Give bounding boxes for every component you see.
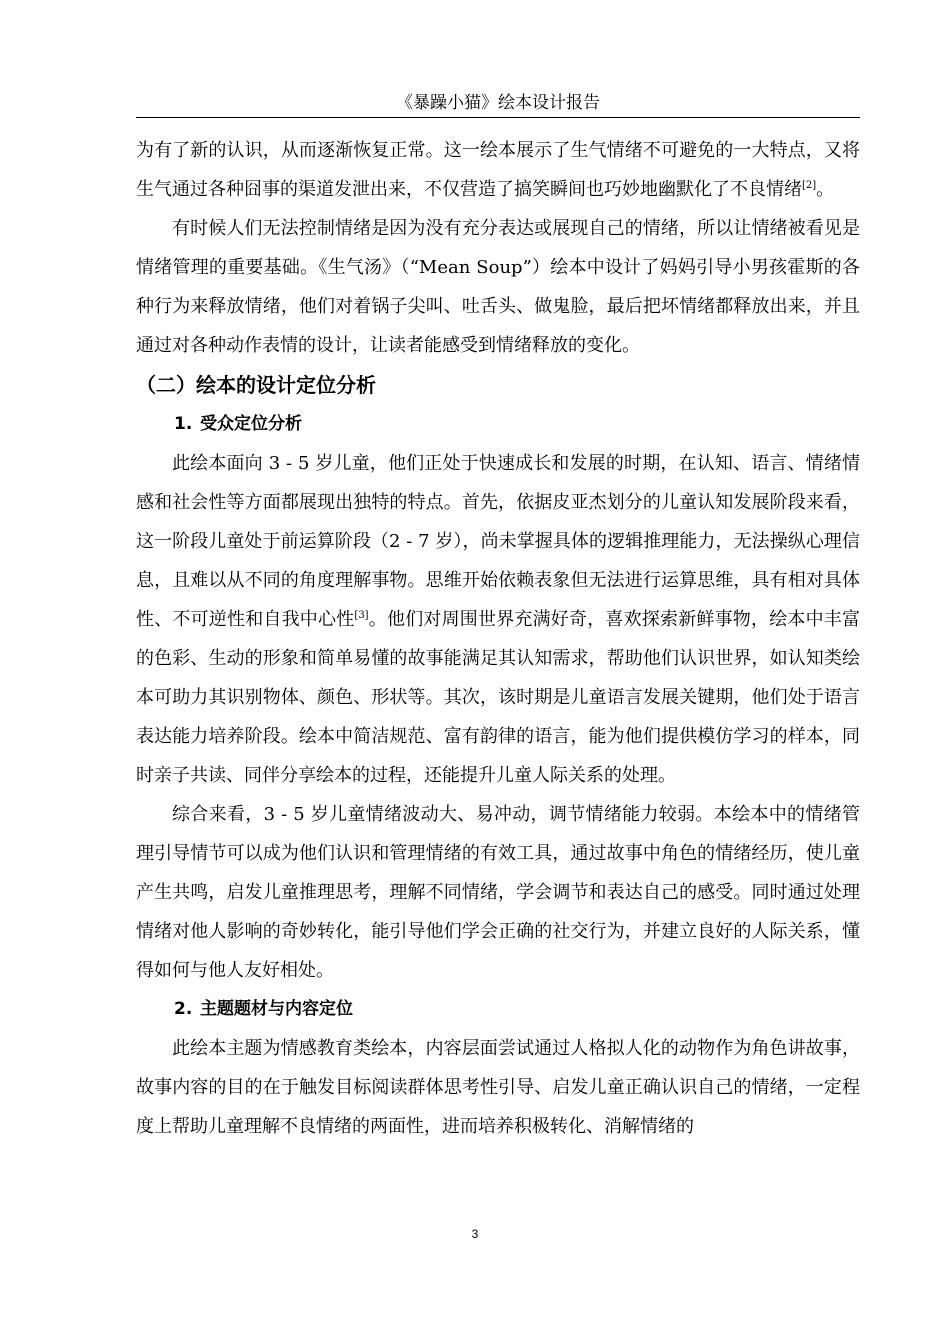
subsection-title: 受众定位分析 — [200, 414, 302, 434]
paragraph-summary: 综合来看，3 - 5 岁儿童情绪波动大、易冲动，调节情绪能力较弱。本绘本中的情绪管理引导情节可以成为他们认识和管理情绪的有效工具，通过故事中角色的情绪经历，使儿童产生共鸣，启发儿童推理思考，理解不同情绪，学会调节和表达自己的感受。同时通过处理情绪对他人影响的奇妙转化，能引导他们学会正确的社交行为，并建立良好的人际关系，懂得如何与他人友好相处。 — [136, 804, 860, 981]
subsection-heading-audience — [136, 405, 860, 444]
subsection-heading-theme — [136, 990, 860, 1029]
page-body — [136, 131, 860, 1146]
page-number: 3 — [471, 1227, 479, 1241]
paragraph-text-rest: 。他们对周围世界充满好奇，喜欢探索新鲜事物，绘本中丰富的色彩、生动的形象和简单易懂的故事能满足其认知需求，帮助他们认识世界，如认知类绘本可助力其识别物体、颜色、形状等。其次，该时期是儿童语言发展关键期，他们处于语言表达能力培养阶段。绘本中简洁规范、富有韵律的语言，能为他们提供模仿学习的样本，同时亲子共读、同伴分享绘本的过程，还能提升儿童人际关系的处理。 — [136, 609, 861, 786]
paragraph-mean-soup: 有时候人们无法控制情绪是因为没有充分表达或展现自己的情绪，所以让情绪被看见是情绪管理的重要基础。《生气汤》（“Mean Soup”）绘本中设计了妈妈引导小男孩霍斯的各种行为来释放情绪，他们对着锅子尖叫、吐舌头、做鬼脸，最后把坏情绪都释放出来，并且通过对各种动作表情的设计，让读者能感受到情绪释放的变化。 — [136, 218, 860, 356]
subsection-number: 2. — [174, 999, 193, 1019]
paragraph-end: 。 — [816, 179, 835, 200]
paragraph-text: 为有了新的认识，从而逐渐恢复正常。这一绘本展示了生气情绪不可避免的一大特点，又将生气通过各种囧事的渠道发泄出来，不仅营造了搞笑瞬间也巧妙地幽默化了不良情绪 — [136, 140, 860, 200]
citation-ref: [2] — [802, 180, 817, 191]
paragraph-text: 此绘本面向 3 - 5 岁儿童，他们正处于快速成长和发展的时期，在认知、语言、情绪情感和社会性等方面都展现出独特的特点。首先，依据皮亚杰划分的儿童认知发展阶段来看，这一阶段儿童处于前运算阶段（2 - 7 岁），尚未掌握具体的逻辑推理能力，无法操纵心理信息，且难以从不同的角度理解事物。思维开始依赖表象但无法进行运算思维，具有相对具体性、不可逆性和自我中心性 — [136, 453, 860, 630]
running-header: 《暴躁小猫》绘本设计报告 — [396, 93, 600, 113]
subsection-number: 1. — [174, 414, 193, 434]
paragraph-continued — [136, 131, 860, 209]
paragraph-audience — [136, 444, 860, 795]
paragraph-theme: 此绘本主题为情感教育类绘本，内容层面尝试通过人格拟人化的动物作为角色讲故事，故事内容的目的在于触发目标阅读群体思考性引导、启发儿童正确认识自己的情绪，一定程度上帮助儿童理解不良情绪的两面性，进而培养积极转化、消解情绪的 — [136, 1038, 860, 1137]
subsection-title: 主题题材与内容定位 — [200, 999, 353, 1019]
citation-ref: [3] — [354, 610, 369, 621]
header-rule — [136, 117, 860, 118]
section-heading: （二）绘本的设计定位分析 — [136, 373, 376, 397]
